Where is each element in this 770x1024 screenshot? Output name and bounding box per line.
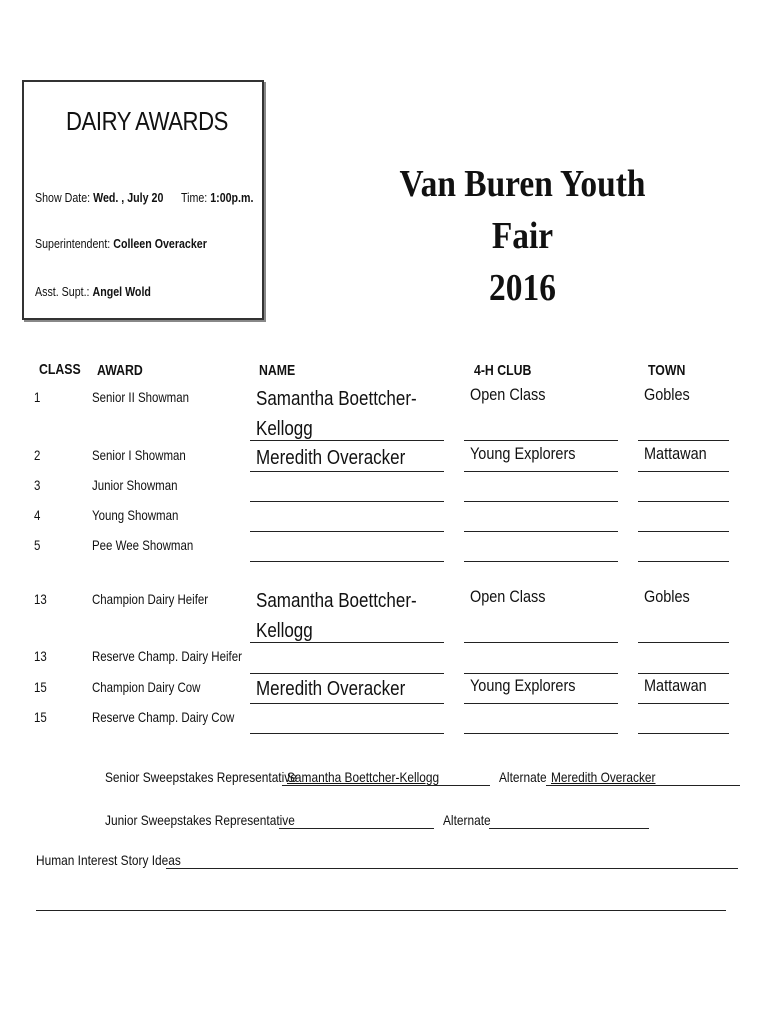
- name-line: [250, 501, 444, 502]
- superintendent-line: [35, 236, 207, 251]
- town-line: [638, 733, 729, 734]
- time-value: 1:00p.m.: [210, 190, 254, 205]
- row-award: Champion Dairy Cow: [92, 679, 201, 695]
- club-line: [464, 673, 618, 674]
- row-award: Champion Dairy Heifer: [92, 591, 209, 607]
- asst-supt-line: [35, 284, 151, 299]
- row-club: Open Class: [470, 385, 546, 404]
- row-club: Young Explorers: [470, 676, 576, 695]
- row-name: Meredith Overacker: [256, 678, 406, 700]
- town-line: [638, 440, 729, 441]
- row-club: Young Explorers: [470, 444, 576, 463]
- junior-sweepstakes-label: Junior Sweepstakes Representative: [105, 812, 295, 828]
- header-club: 4-H CLUB: [474, 362, 532, 379]
- row-award: Young Showman: [92, 507, 179, 523]
- fair-year: 2016: [489, 267, 556, 309]
- name-line: [250, 642, 444, 643]
- row-class: 5: [34, 537, 41, 553]
- club-line: [464, 561, 618, 562]
- club-line: [464, 642, 618, 643]
- club-line: [464, 531, 618, 532]
- row-class: 13: [34, 648, 47, 664]
- name-line: [250, 531, 444, 532]
- row-town: Gobles: [644, 385, 690, 404]
- club-line: [464, 501, 618, 502]
- town-line: [638, 642, 729, 643]
- senior-sweepstakes-value: Samantha Boettcher-Kellogg: [287, 769, 440, 785]
- town-line: [638, 531, 729, 532]
- name-line: [250, 561, 444, 562]
- superintendent-label: Superintendent:: [35, 236, 111, 251]
- row-town: Mattawan: [644, 676, 707, 695]
- time-label: Time:: [180, 190, 208, 205]
- row-name: Meredith Overacker: [256, 447, 406, 469]
- row-award: Junior Showman: [92, 477, 178, 493]
- senior-alternate-label: Alternate: [499, 769, 547, 785]
- show-date-value: Wed. , July 20: [93, 190, 164, 205]
- row-name: Samantha Boettcher-Kellogg: [256, 388, 417, 440]
- dairy-awards-box: [22, 80, 264, 320]
- show-date-label: Show Date:: [35, 190, 91, 205]
- junior-sweepstakes-line: [279, 828, 434, 829]
- senior-alternate-line: [546, 785, 740, 786]
- box-title: DAIRY AWARDS: [66, 106, 228, 136]
- name-line: [250, 440, 444, 441]
- row-class: 2: [34, 447, 41, 463]
- asst-supt-label: Asst. Supt.:: [35, 284, 90, 299]
- header-name: NAME: [259, 362, 296, 379]
- row-award: Pee Wee Showman: [92, 537, 194, 553]
- superintendent-value: Colleen Overacker: [113, 236, 207, 251]
- row-class: 13: [34, 591, 47, 607]
- row-town: Mattawan: [644, 444, 707, 463]
- human-interest-line: [166, 868, 738, 869]
- name-line: [250, 703, 444, 704]
- header-town: TOWN: [648, 362, 686, 379]
- senior-alternate-value: Meredith Overacker: [551, 769, 656, 785]
- club-line: [464, 440, 618, 441]
- town-line: [638, 501, 729, 502]
- row-award: Reserve Champ. Dairy Cow: [92, 709, 235, 725]
- row-class: 4: [34, 507, 41, 523]
- fair-name: Van Buren Youth Fair: [399, 163, 646, 257]
- row-class: 3: [34, 477, 41, 493]
- row-award: Senior I Showman: [92, 447, 186, 463]
- club-line: [464, 471, 618, 472]
- junior-alternate-line: [489, 828, 649, 829]
- row-town: Gobles: [644, 587, 690, 606]
- show-date-line: [35, 190, 253, 205]
- senior-sweepstakes-label: Senior Sweepstakes Representative: [105, 769, 297, 785]
- name-line: [250, 733, 444, 734]
- row-class: 15: [34, 709, 47, 725]
- asst-supt-value: Angel Wold: [92, 284, 151, 299]
- row-name: Samantha Boettcher-Kellogg: [256, 590, 417, 642]
- row-club: Open Class: [470, 587, 546, 606]
- header-class: CLASS: [39, 361, 81, 378]
- town-line: [638, 703, 729, 704]
- header-award: AWARD: [97, 362, 143, 379]
- club-line: [464, 703, 618, 704]
- row-award: Reserve Champ. Dairy Heifer: [92, 648, 242, 664]
- town-line: [638, 471, 729, 472]
- human-interest-label: Human Interest Story Ideas: [36, 852, 181, 868]
- senior-sweepstakes-line: [282, 785, 490, 786]
- junior-alternate-label: Alternate: [443, 812, 491, 828]
- fair-title: [397, 158, 648, 314]
- town-line: [638, 673, 729, 674]
- human-interest-line-2: [36, 910, 726, 911]
- row-award: Senior II Showman: [92, 389, 190, 405]
- town-line: [638, 561, 729, 562]
- row-class: 15: [34, 679, 47, 695]
- row-class: 1: [34, 389, 41, 405]
- name-line: [250, 471, 444, 472]
- club-line: [464, 733, 618, 734]
